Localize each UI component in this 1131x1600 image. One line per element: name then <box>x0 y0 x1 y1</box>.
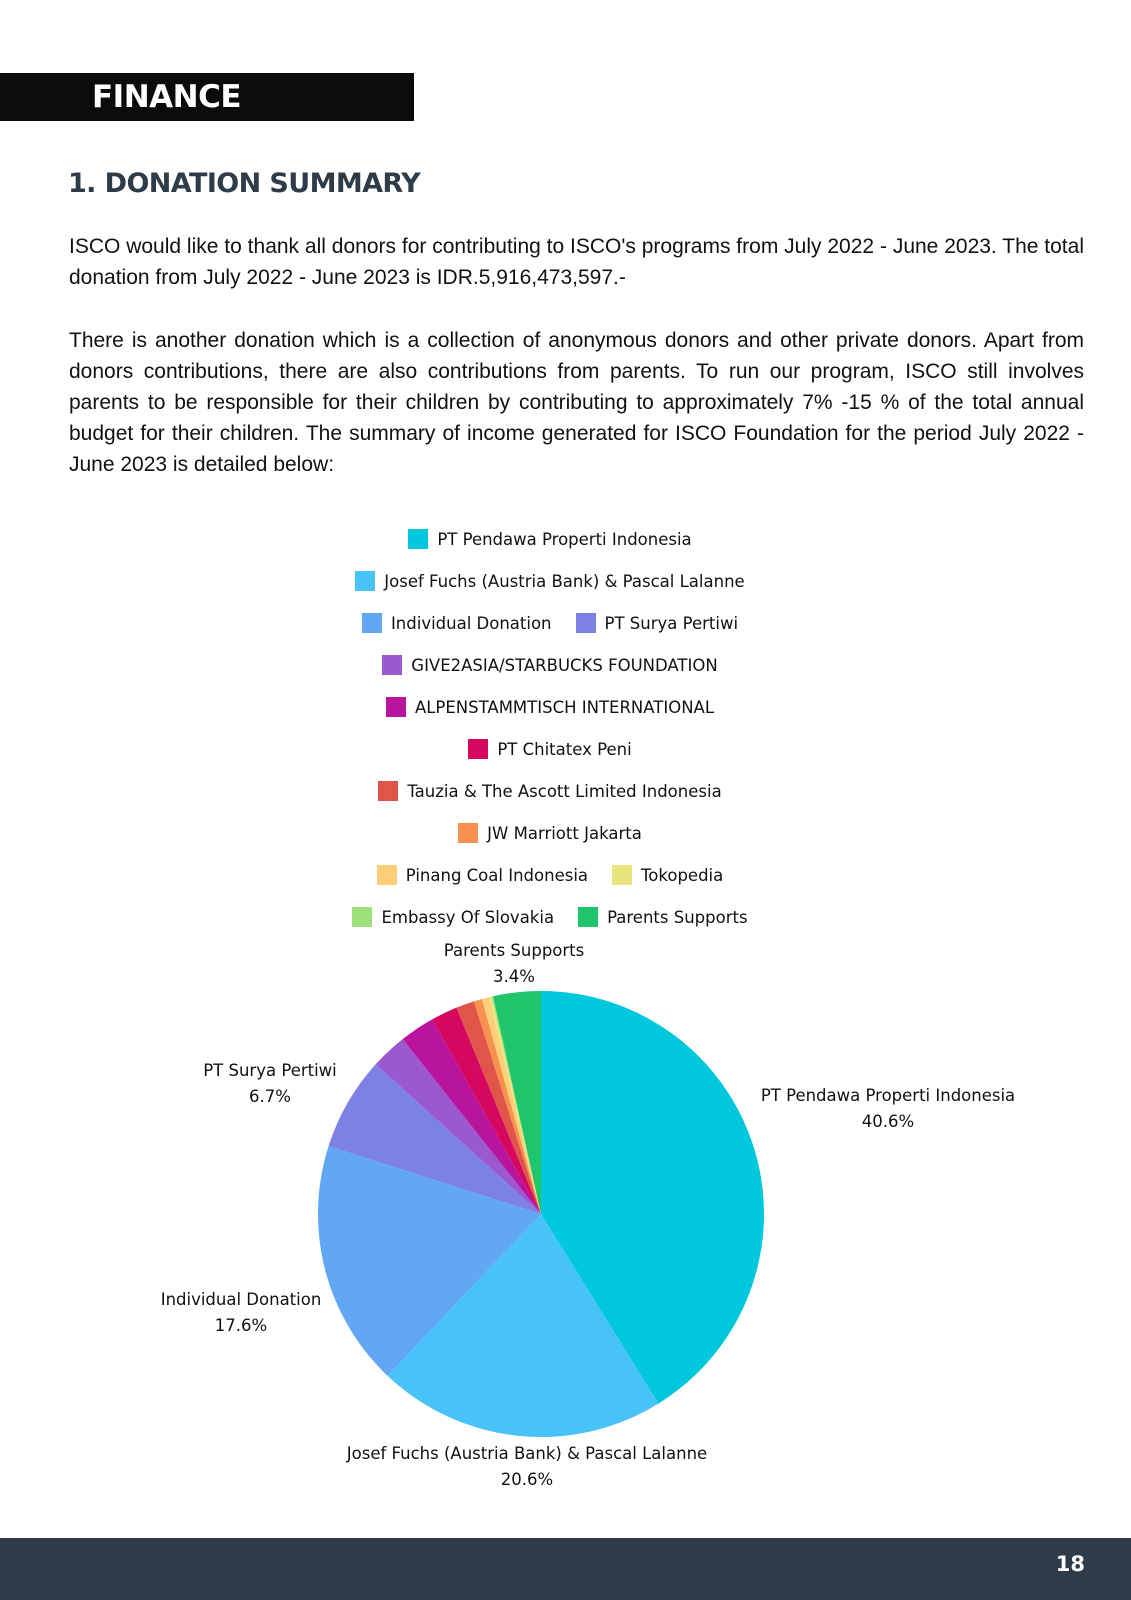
legend-row <box>170 812 930 854</box>
data-label-name-pt-pendawa-properti-indonesia: PT Pendawa Properti Indonesia <box>760 1086 1016 1105</box>
legend-swatch <box>576 613 596 633</box>
legend-swatch <box>377 865 397 885</box>
legend-item-pt-chitatex-peni <box>468 739 631 759</box>
data-label-value-josef-fuchs-austria-bank-pascal-lalanne: 20.6% <box>500 1470 554 1489</box>
intro-paragraph: ISCO would like to thank all donors for contributing to ISCO's programs from July 2022 - June 2023. The total donation from July 2022 - June 2023 is IDR.5,916,473,597.- <box>69 235 1084 289</box>
data-label-value-pt-pendawa-properti-indonesia: 40.6% <box>861 1112 915 1131</box>
legend-swatch <box>612 865 632 885</box>
legend-item-pt-pendawa-properti-indonesia <box>408 529 691 549</box>
legend-row <box>170 644 930 686</box>
legend-item-alpenstammtisch-international <box>386 697 714 717</box>
page-heading: 1. DONATION SUMMARY <box>68 168 421 199</box>
legend-swatch <box>408 529 428 549</box>
legend-label: PT Pendawa Properti Indonesia <box>437 529 692 549</box>
legend-row <box>170 728 930 770</box>
legend-label: Pinang Coal Indonesia <box>405 865 589 885</box>
data-label-name-parents-supports: Parents Supports <box>443 941 585 960</box>
legend-item-josef-fuchs-austria-bank-pascal-lalanne <box>355 571 744 591</box>
legend-label: GIVE2ASIA/STARBUCKS FOUNDATION <box>411 655 718 675</box>
legend-swatch <box>578 907 598 927</box>
legend-swatch <box>468 739 488 759</box>
detail-paragraph: There is another donation which is a collection of anonymous donors and other private donors. Apart from donors contributions, there are also contributions from parents. To run our program, ISCO still involves parents to be responsible for their children by contributing to approximately 7% -15 % of the total annual budget for their children. The summary of income generated for ISCO Foundation for the period July 2022 - June 2023 is detailed below: <box>69 329 1084 476</box>
donation-pie-chart <box>0 930 1131 1500</box>
legend-row <box>170 602 930 644</box>
legend-row <box>170 770 930 812</box>
page-footer <box>0 1538 1131 1600</box>
legend-label: Tauzia & The Ascott Limited Indonesia <box>407 781 722 801</box>
legend-item-pinang-coal-indonesia <box>377 865 588 885</box>
legend-swatch <box>378 781 398 801</box>
legend-row <box>170 854 930 896</box>
chart-legend <box>170 518 930 938</box>
legend-item-parents-supports <box>578 907 747 927</box>
section-banner <box>0 73 414 121</box>
legend-item-jw-marriott-jakarta <box>458 823 642 843</box>
legend-label: PT Chitatex Peni <box>497 739 632 759</box>
legend-swatch <box>458 823 478 843</box>
legend-swatch <box>386 697 406 717</box>
legend-swatch <box>362 613 382 633</box>
legend-item-pt-surya-pertiwi <box>576 613 739 633</box>
legend-label: PT Surya Pertiwi <box>604 613 739 633</box>
legend-row <box>170 686 930 728</box>
data-label-value-individual-donation: 17.6% <box>214 1316 268 1335</box>
legend-label: Tokopedia <box>641 865 724 885</box>
legend-item-embassy-of-slovakia <box>352 907 554 927</box>
legend-row <box>170 518 930 560</box>
data-label-value-parents-supports: 3.4% <box>493 967 535 986</box>
section-title: FINANCE <box>92 79 242 115</box>
legend-label: Embassy Of Slovakia <box>381 907 555 927</box>
legend-label: JW Marriott Jakarta <box>487 823 642 843</box>
legend-label: ALPENSTAMMTISCH INTERNATIONAL <box>414 697 715 717</box>
legend-swatch <box>355 571 375 591</box>
data-label-name-pt-surya-pertiwi: PT Surya Pertiwi <box>203 1061 337 1080</box>
legend-item-tauzia-the-ascott-limited-indonesia <box>378 781 721 801</box>
legend-item-individual-donation <box>362 613 552 633</box>
legend-swatch <box>382 655 402 675</box>
page-number: 18 <box>1055 1552 1085 1576</box>
legend-swatch <box>352 907 372 927</box>
legend-item-tokopedia <box>612 865 723 885</box>
data-label-name-josef-fuchs-austria-bank-pascal-lalanne: Josef Fuchs (Austria Bank) & Pascal Lalanne <box>346 1444 708 1463</box>
legend-item-give2asia-starbucks-foundation <box>382 655 717 675</box>
legend-label: Parents Supports <box>607 907 748 927</box>
legend-label: Josef Fuchs (Austria Bank) & Pascal Lalanne <box>384 571 745 591</box>
data-label-name-individual-donation: Individual Donation <box>160 1290 322 1309</box>
legend-label: Individual Donation <box>390 613 552 633</box>
legend-row <box>170 560 930 602</box>
data-label-value-pt-surya-pertiwi: 6.7% <box>249 1087 291 1106</box>
